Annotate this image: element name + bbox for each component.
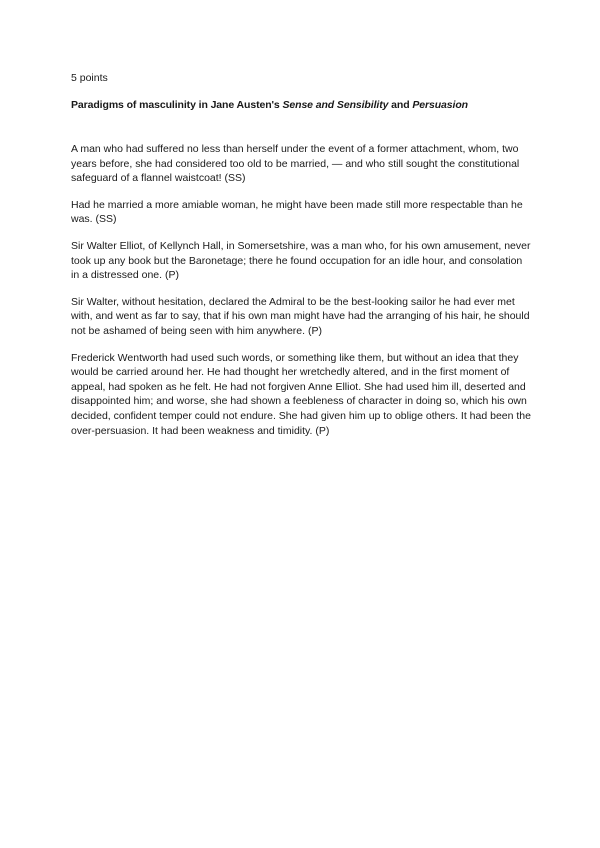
- document-title: [71, 99, 533, 112]
- quote-paragraph-4: Sir Walter, without hesitation, declared the Admiral to be the best-looking sailor he had ever met with, and went as far to say, that if his own man might have had the arranging of his hair, he should not be ashamed of being seen with him anywhere. (P): [71, 295, 530, 337]
- title-middle: and: [388, 99, 413, 111]
- quote-paragraph-2: Had he married a more amiable woman, he might have been made still more respectable than he was. (SS): [71, 198, 523, 226]
- document-page: [71, 72, 533, 450]
- quote-paragraph-1: A man who had suffered no less than herself under the event of a former attachment, whom, two years before, she had considered too old to be married, — and who still sought the constitutional safeguard of a flannel waistcoat! (SS): [71, 143, 520, 185]
- title-prefix: Paradigms of masculinity in Jane Austen's: [71, 99, 283, 111]
- quote-paragraph-3: Sir Walter Elliot, of Kellynch Hall, in Somersetshire, was a man who, for his own amusement, never took up any book but the Baronetage; there he found occupation for an idle hour, and consolation in a distressed one. (P): [71, 239, 531, 282]
- title-work-sense-and-sensibility: Sense and Sensibility: [282, 99, 389, 111]
- quote-paragraph-5: Frederick Wentworth had used such words, or something like them, but without an idea that they would be carried around her. He had thought her wretchedly altered, and in the first moment of appeal, had spoken as he felt. He had not forgiven Anne Elliot. She had used him ill, deserted and disappointed him; and worse, she had shown a feebleness of character in doing so, which his own decided, confident temper could not endure. She had given him up to oblige others. It had been the over-persuasion. It had been weakness and timidity. (P): [71, 351, 531, 437]
- title-work-persuasion: Persuasion: [412, 99, 468, 111]
- points-label: 5 points: [71, 72, 108, 84]
